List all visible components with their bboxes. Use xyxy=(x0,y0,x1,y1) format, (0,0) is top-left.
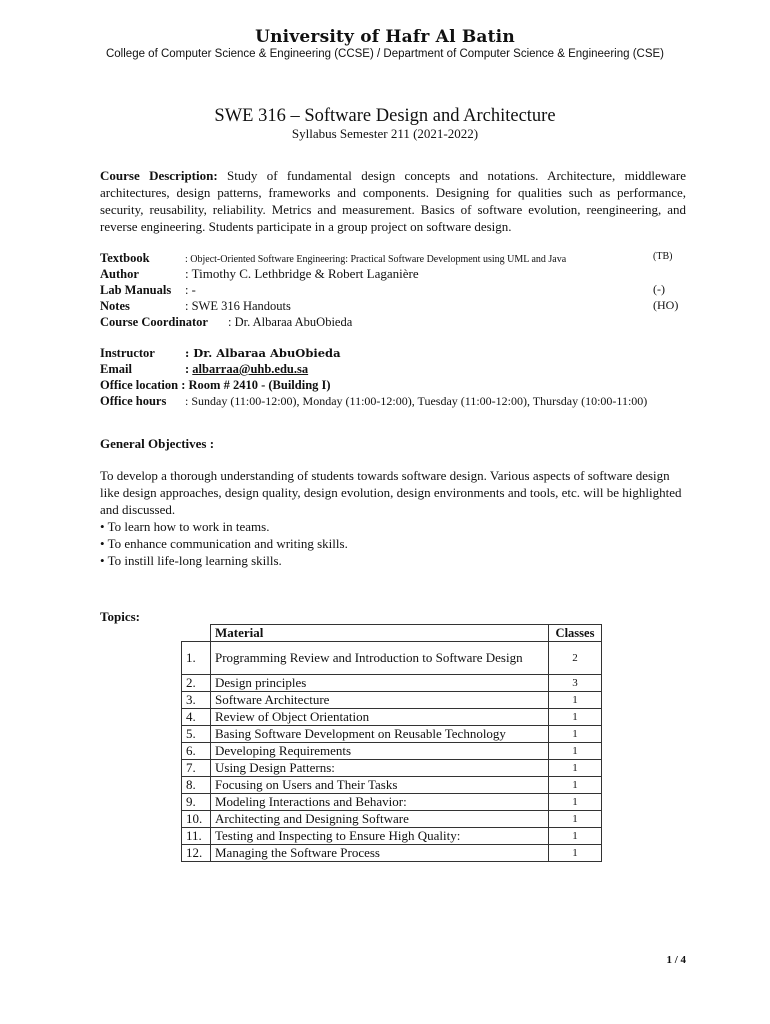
notes-tag: (HO) xyxy=(653,298,679,312)
row-number: 4. xyxy=(182,709,211,726)
office-hours-label: Office hours xyxy=(100,394,167,408)
course-description xyxy=(100,167,686,235)
topics-heading: Topics: xyxy=(100,609,140,624)
table-row xyxy=(182,709,602,726)
lab-manuals-label: Lab Manuals xyxy=(100,283,172,297)
textbook-value: : Object-Oriented Software Engineering: Practical Software Development using UML and Java xyxy=(185,254,567,265)
university-name: University of Hafr Al Batin xyxy=(255,27,515,47)
row-number: 2. xyxy=(182,675,211,692)
notes-value: : SWE 316 Handouts xyxy=(185,299,291,313)
table-row xyxy=(182,828,602,845)
row-number: 5. xyxy=(182,726,211,743)
author-label: Author xyxy=(100,267,139,281)
office-hours-value: : Sunday (11:00-12:00), Monday (11:00-12:00), Tuesday (11:00-12:00), Thursday (10:00-11:00) xyxy=(185,394,648,408)
instructor-label: Instructor xyxy=(100,346,155,360)
row-classes: 1 xyxy=(549,709,602,726)
row-material: Using Design Patterns: xyxy=(211,760,549,777)
objectives-intro: To develop a thorough understanding of students towards software design. Various aspects of software design like design approaches, design quality, design evolution, design environments and tools, etc. will be highlighted and discussed. xyxy=(100,468,682,517)
table-row xyxy=(182,760,602,777)
row-number: 1. xyxy=(182,642,211,675)
objective-bullet: • To instill life-long learning skills. xyxy=(100,553,282,568)
course-title: SWE 316 – Software Design and Architecture xyxy=(214,106,556,126)
row-classes: 1 xyxy=(549,760,602,777)
objective-bullet: • To enhance communication and writing skills. xyxy=(100,536,348,551)
row-classes: 1 xyxy=(549,828,602,845)
row-number: 11. xyxy=(182,828,211,845)
row-classes: 1 xyxy=(549,726,602,743)
row-material: Design principles xyxy=(211,675,549,692)
topics-table xyxy=(181,624,602,862)
row-material: Testing and Inspecting to Ensure High Quality: xyxy=(211,828,549,845)
row-material: Modeling Interactions and Behavior: xyxy=(211,794,549,811)
office-location-value: : Room # 2410 - (Building I) xyxy=(181,378,331,392)
row-material: Software Architecture xyxy=(211,692,549,709)
table-row xyxy=(182,675,602,692)
table-row xyxy=(182,811,602,828)
objectives-heading: General Objectives : xyxy=(100,436,215,451)
email-prefix: : xyxy=(185,362,193,376)
table-row xyxy=(182,726,602,743)
row-material: Focusing on Users and Their Tasks xyxy=(211,777,549,794)
row-material: Developing Requirements xyxy=(211,743,549,760)
row-number: 8. xyxy=(182,777,211,794)
lab-manuals-tag: (-) xyxy=(653,282,665,296)
row-material: Architecting and Designing Software xyxy=(211,811,549,828)
topics-header-row xyxy=(182,625,602,642)
row-number: 10. xyxy=(182,811,211,828)
email-link[interactable]: albarraa@uhb.edu.sa xyxy=(192,362,309,376)
row-classes: 1 xyxy=(549,811,602,828)
table-row xyxy=(182,794,602,811)
textbook-tag: (TB) xyxy=(653,251,673,262)
course-description-label: Course Description: xyxy=(100,168,218,183)
college-department: College of Computer Science & Engineering (CCSE) / Department of Computer Science & Engineering (CSE) xyxy=(105,48,664,60)
classes-column-header: Classes xyxy=(549,625,602,642)
objective-bullet: • To learn how to work in teams. xyxy=(100,519,270,534)
email-row xyxy=(100,361,308,377)
row-number: 3. xyxy=(182,692,211,709)
table-row xyxy=(182,777,602,794)
row-material: Basing Software Development on Reusable Technology xyxy=(211,726,549,743)
row-classes: 3 xyxy=(549,675,602,692)
row-classes: 1 xyxy=(549,845,602,862)
course-description-text: Study of fundamental design concepts and notations. Architecture, middleware architectures, design patterns, frameworks and components. Designing for qualities such as performance, security, reusability, reliability. Metrics and measurement. Basics of software evolution, reengineering, and reverse engineering. Students participate in a group project on software design. xyxy=(100,168,687,234)
textbook-label: Textbook xyxy=(100,251,150,265)
page-number: 1 / 4 xyxy=(666,954,686,966)
table-row xyxy=(182,845,602,862)
row-classes: 1 xyxy=(549,794,602,811)
author-value: : Timothy C. Lethbridge & Robert Laganière xyxy=(185,266,419,281)
coordinator-value: : Dr. Albaraa AbuObieda xyxy=(228,315,353,329)
notes-row xyxy=(100,298,291,314)
row-classes: 1 xyxy=(549,743,602,760)
coordinator-row xyxy=(100,314,352,330)
author-row xyxy=(100,266,419,282)
coordinator-label: Course Coordinator xyxy=(100,315,208,329)
notes-label: Notes xyxy=(100,299,130,313)
office-location-label: Office location xyxy=(100,378,179,392)
header-blank-cell xyxy=(182,625,211,642)
table-row xyxy=(182,743,602,760)
row-classes: 2 xyxy=(549,642,602,675)
row-material: Review of Object Orientation xyxy=(211,709,549,726)
row-classes: 1 xyxy=(549,777,602,794)
row-number: 12. xyxy=(182,845,211,862)
instructor-row xyxy=(100,345,341,361)
row-number: 7. xyxy=(182,760,211,777)
row-material: Managing the Software Process xyxy=(211,845,549,862)
material-column-header: Material xyxy=(211,625,549,642)
objectives-body xyxy=(100,467,690,569)
email-label: Email xyxy=(100,362,132,376)
table-row xyxy=(182,692,602,709)
row-material: Programming Review and Introduction to Software Design xyxy=(211,642,549,675)
lab-manuals-row xyxy=(100,282,196,298)
row-classes: 1 xyxy=(549,692,602,709)
table-row xyxy=(182,642,602,675)
office-hours-row xyxy=(100,393,647,409)
syllabus-semester: Syllabus Semester 211 (2021-2022) xyxy=(291,126,479,141)
row-number: 9. xyxy=(182,794,211,811)
row-number: 6. xyxy=(182,743,211,760)
office-location-row xyxy=(100,377,331,393)
lab-manuals-value: : - xyxy=(185,283,196,297)
instructor-value: : Dr. Albaraa AbuObieda xyxy=(185,346,341,360)
